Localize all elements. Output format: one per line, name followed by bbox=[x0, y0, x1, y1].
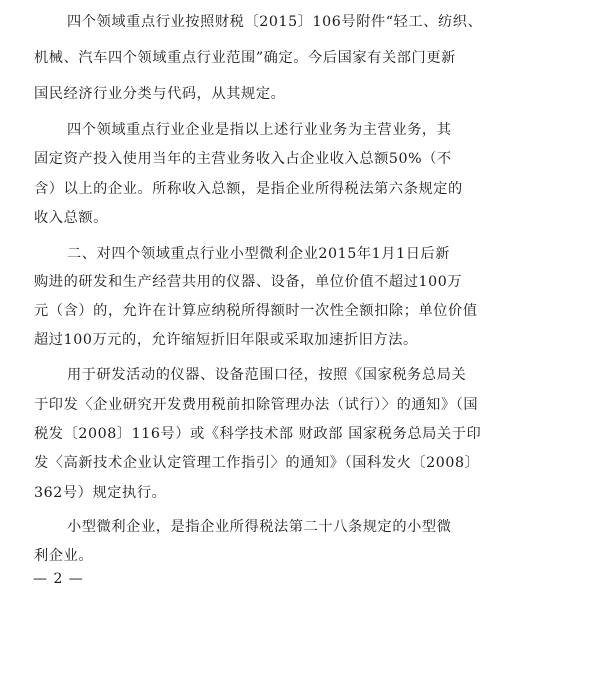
paragraph-2-line-1: 四个领域重点行业企业是指以上述行业业务为主营业务，其 bbox=[67, 122, 452, 138]
paragraph-4-line-2: 于印发〈企业研究开发费用税前扣除管理办法（试行）〉的通知》（国 bbox=[34, 397, 479, 413]
paragraph-3-line-3: 元（含）的，允许在计算应纳税所得额时一次性全额扣除；单位价值 bbox=[34, 303, 478, 319]
paragraph-4-line-4: 发〈高新技术企业认定管理工作指引〉的通知》（国科发火〔2008〕 bbox=[34, 455, 480, 471]
paragraph-4-line-1: 用于研发活动的仪器、设备范围口径，按照《国家税务总局关 bbox=[67, 367, 467, 383]
paragraph-4-line-3: 税发〔2008〕116号）或《科学技术部 财政部 国家税务总局关于印 bbox=[34, 426, 482, 442]
page-number: — 2 — bbox=[33, 571, 84, 587]
paragraph-2-line-2: 固定资产投入使用当年的主营业务收入占企业收入总额50%（不 bbox=[34, 151, 452, 167]
paragraph-5-line-1: 小型微利企业，是指企业所得税法第二十八条规定的小型微 bbox=[67, 519, 452, 535]
paragraph-2-line-4: 收入总额。 bbox=[34, 210, 108, 226]
paragraph-3-line-1: 二、对四个领域重点行业小型微利企业2015年1月1日后新 bbox=[67, 246, 451, 262]
paragraph-3-line-2: 购进的研发和生产经营共用的仪器、设备，单位价值不超过100万 bbox=[34, 274, 463, 290]
paragraph-1-line-2: 机械、汽车四个领域重点行业范围”确定。今后国家有关部门更新 bbox=[34, 50, 456, 66]
paragraph-4-line-5: 362号）规定执行。 bbox=[34, 485, 167, 501]
paragraph-3-line-4: 超过100万元的，允许缩短折旧年限或采取加速折旧方法。 bbox=[34, 332, 418, 348]
paragraph-1-line-3: 国民经济行业分类与代码，从其规定。 bbox=[34, 86, 286, 102]
paragraph-5-line-2: 利企业。 bbox=[34, 548, 94, 564]
paragraph-2-line-3: 含）以上的企业。所称收入总额，是指企业所得税法第六条规定的 bbox=[34, 181, 463, 197]
paragraph-1-line-1: 四个领域重点行业按照财税〔2015〕106号附件“轻工、纺织、 bbox=[67, 14, 483, 30]
